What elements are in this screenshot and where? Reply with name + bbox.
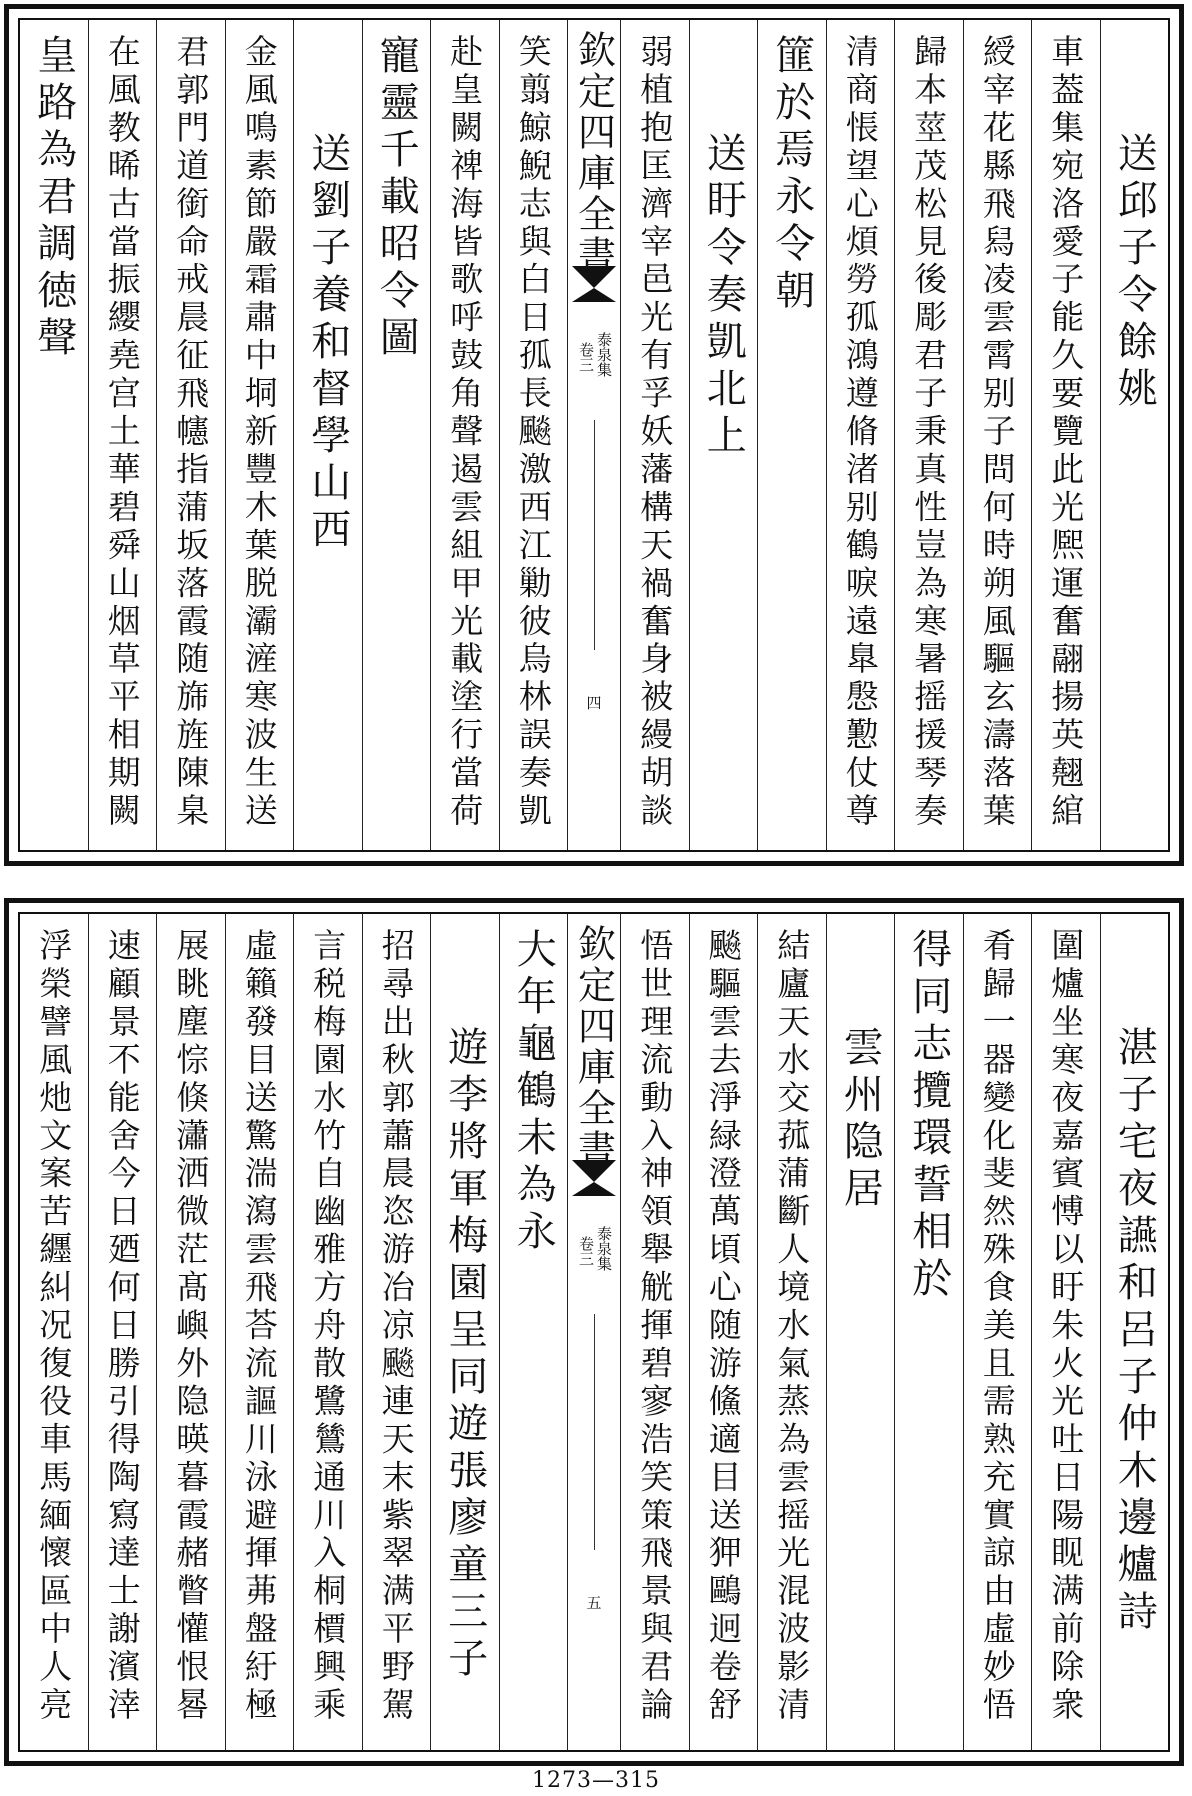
poem-title: 送盱令奏凱北上 <box>700 132 747 461</box>
text-column <box>620 20 689 850</box>
poem-line: 車葢集宛洛愛子能久要覽此光熈運奮翮揚英翹綰 <box>1046 34 1086 831</box>
text-column <box>362 914 431 1750</box>
text-column <box>689 914 758 1750</box>
poem-line: 綬宰花縣飛舄凌雲霄别子問何時朔風驅玄濤落葉 <box>977 34 1017 831</box>
text-column <box>1100 20 1169 850</box>
text-column <box>499 914 568 1750</box>
poem-line: 笑翦鯨鯢志與白日孤長飈激西江勦彼烏林誤奏凱 <box>513 34 553 831</box>
poem-line: 飈驅雲去淨緑澄萬頃心随游鯈適目送狎鷗迥卷舒 <box>703 928 743 1725</box>
text-column <box>689 20 758 850</box>
text-column <box>963 20 1032 850</box>
text-column <box>963 914 1032 1750</box>
poem-line: 結廬天水交菰蒲斷人境水氣蒸為雲摇光混波影清 <box>772 928 812 1725</box>
poem-line: 歸本莖茂松見後彫君子秉真性豈為寒暑摇援琴奏 <box>909 34 949 831</box>
collection-name: 泰泉集 <box>595 1226 613 1271</box>
leaf-number: 五 <box>584 1595 603 1610</box>
book-title: 欽定四庫全書 <box>571 924 616 1170</box>
text-column <box>430 20 499 850</box>
poem-line: 赴皇闕禆海皆歌呼鼓角聲遏雲組甲光載塗行當荷 <box>445 34 485 831</box>
page-top <box>4 4 1184 866</box>
poem-title: 雲州隐居 <box>837 1026 884 1214</box>
text-column <box>826 914 895 1750</box>
poem-title: 送邱子令餘姚 <box>1111 132 1158 414</box>
text-column <box>362 20 431 850</box>
poem-line: 悟世理流動入神領舉觥揮碧寥浩笑策飛景與君論 <box>635 928 675 1725</box>
text-column <box>20 914 88 1750</box>
page-top-frame <box>18 18 1170 852</box>
text-column <box>757 914 826 1750</box>
center-gutter <box>567 20 620 850</box>
text-column <box>225 914 294 1750</box>
center-gutter <box>567 914 620 1750</box>
poem-line: 篚於焉永令朝 <box>768 34 815 316</box>
fish-tail-mark-icon <box>572 266 616 288</box>
poem-line: 寵靈千載昭令圖 <box>373 34 420 363</box>
poem-line: 速顧景不能舍今日廼何日勝引得陶寫達士謝濱涬 <box>102 928 142 1725</box>
text-column <box>1100 914 1169 1750</box>
fish-tail-mark-icon <box>572 1182 616 1196</box>
poem-line: 肴歸一器變化斐然殊食美且需熟充實諒由虛妙悟 <box>977 928 1017 1725</box>
text-column <box>826 20 895 850</box>
poem-title: 湛子宅夜讌和呂子仲木邊爐詩 <box>1111 1026 1158 1637</box>
text-column <box>894 20 963 850</box>
text-column <box>620 914 689 1750</box>
poem-title: 遊李將軍梅園呈同遊張廖童三子 <box>441 1026 488 1684</box>
text-column <box>225 20 294 850</box>
text-column <box>293 914 362 1750</box>
fish-tail-mark-icon <box>572 1160 616 1182</box>
text-column <box>499 20 568 850</box>
text-column <box>757 20 826 850</box>
volume-label: 卷三 <box>577 342 595 372</box>
text-column <box>88 914 157 1750</box>
text-column <box>894 914 963 1750</box>
leaf-number: 四 <box>584 695 603 710</box>
gutter-line <box>594 1314 595 1550</box>
poem-line: 浮榮譬風灺文案苦纒糾况復役車馬緬懷區中人亮 <box>34 928 74 1725</box>
footer-page-number: 1273—315 <box>532 1768 660 1793</box>
text-column <box>293 20 362 850</box>
text-column <box>156 914 225 1750</box>
text-column <box>430 914 499 1750</box>
poem-line: 在風教晞古當振纓堯宫土華碧舜山烟草平相期闕 <box>102 34 142 831</box>
page-bottom-frame <box>18 912 1170 1752</box>
volume-label: 卷三 <box>577 1236 595 1266</box>
poem-line: 皇路為君調徳聲 <box>30 34 77 363</box>
text-column <box>1031 20 1100 850</box>
collection-name: 泰泉集 <box>595 332 613 377</box>
text-column <box>156 20 225 850</box>
poem-title: 送劉子養和督學山西 <box>304 132 351 555</box>
poem-line: 君郭門道銜命戒晨征飛幰指蒲坂落霞随旆旌陳臬 <box>171 34 211 831</box>
poem-line: 言税梅園水竹自幽雅方舟散鷺鷥通川入桐檟興乘 <box>308 928 348 1725</box>
book-title: 欽定四庫全書 <box>571 30 616 276</box>
gutter-line <box>594 420 595 650</box>
poem-line: 展眺塵悰倏瀟洒微茫髙嶼外隐暎暮霞赭瞥懽恨晷 <box>171 928 211 1725</box>
text-column <box>20 20 88 850</box>
fish-tail-mark-icon <box>572 288 616 302</box>
poem-line: 大年龜鶴未為永 <box>510 928 557 1257</box>
poem-line: 得同志攬環誓相於 <box>905 928 952 1304</box>
poem-line: 金風鳴素節嚴霜肅中垌新豐木葉脱灞滻寒波生送 <box>239 34 279 831</box>
poem-line: 圍爐坐寒夜嘉賓愽以盱朱火光吐日陽𪾢满前除衆 <box>1046 928 1086 1725</box>
poem-line: 招尋出秋郭蕭晨恣游冶凉飈連天末紫翠满平野駕 <box>376 928 416 1725</box>
poem-line: 虛籟發目送驚湍瀉雲飛荅流謳川泳避揮茀盤紆極 <box>239 928 279 1725</box>
poem-line: 清商悵望心煩勞孤鴻遵脩渚别鶴唳遠臯慇懃仗尊 <box>840 34 880 831</box>
text-column <box>88 20 157 850</box>
page-bottom <box>4 898 1184 1766</box>
poem-line: 弱植抱匡濟宰邑光有孚妖藩構天禍奮身被縵胡談 <box>635 34 675 831</box>
text-column <box>1031 914 1100 1750</box>
